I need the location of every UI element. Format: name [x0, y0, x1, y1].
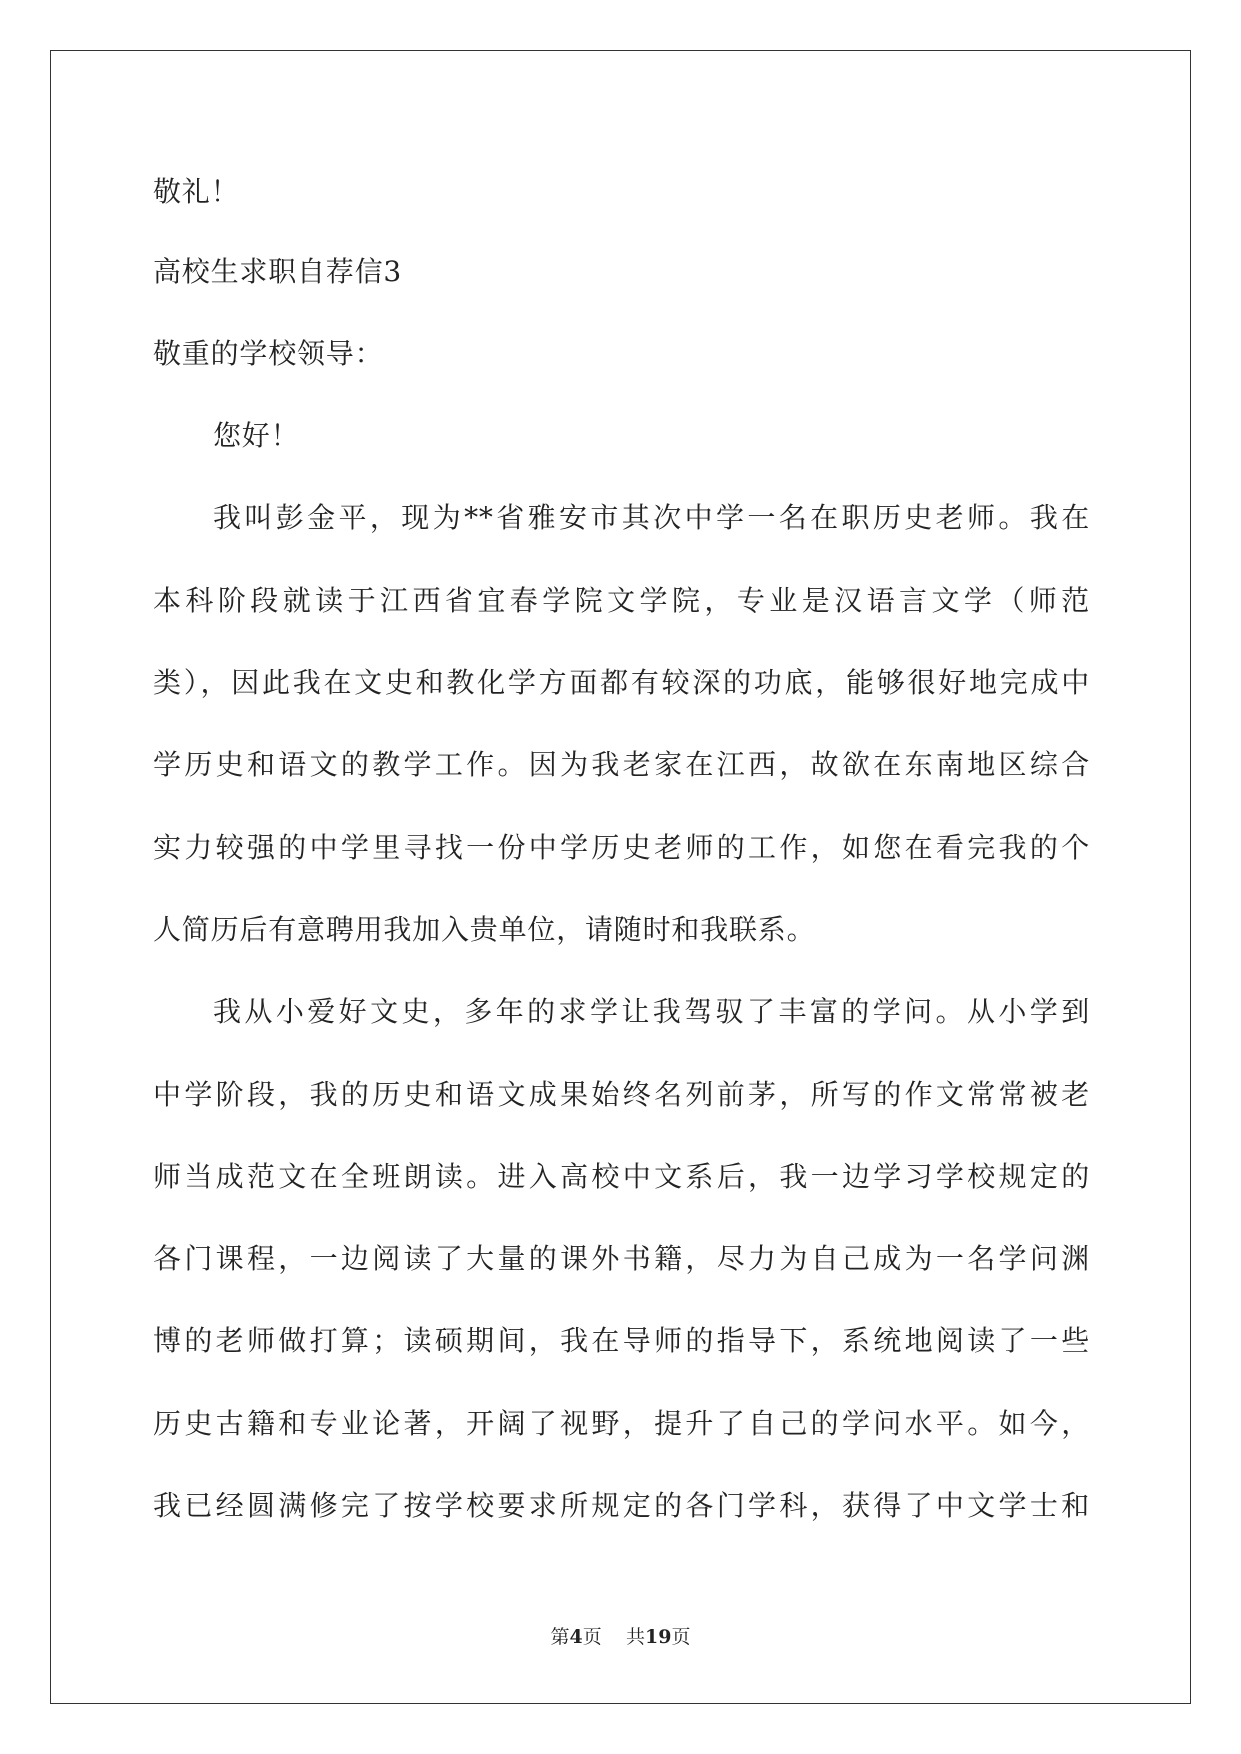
paragraph1-line: 学历史和语文的教学工作。因为我老家在江西，故欲在东南地区综合 — [153, 748, 1090, 781]
page-footer — [0, 1628, 1241, 1647]
salutation: 敬重的学校领导： — [153, 337, 384, 370]
paragraph2-line: 历史古籍和专业论著，开阔了视野，提升了自己的学问水平。如今， — [153, 1407, 1090, 1440]
paragraph1-line: 实力较强的中学里寻找一份中学历史老师的工作，如您在看完我的个 — [153, 831, 1090, 864]
page-border — [50, 50, 1191, 1704]
paragraph1-line: 人简历后有意聘用我加入贵单位，请随时和我联系。 — [153, 913, 816, 946]
total-suffix: 页 — [671, 1626, 691, 1648]
paragraph2-line: 中学阶段，我的历史和语文成果始终名列前茅，所写的作文常常被老 — [153, 1078, 1090, 1111]
letter-title: 高校生求职自荐信3 — [153, 255, 403, 288]
paragraph2-line: 各门课程，一边阅读了大量的课外书籍，尽力为自己成为一名学问渊 — [153, 1242, 1090, 1275]
paragraph2-line: 我已经圆满修完了按学校要求所规定的各门学科，获得了中文学士和 — [153, 1489, 1090, 1522]
paragraph2-line: 我从小爱好文史，多年的求学让我驾驭了丰富的学问。从小学到 — [213, 995, 1090, 1028]
greeting: 您好！ — [213, 419, 300, 452]
total-pages: 19 — [644, 1626, 672, 1648]
page-suffix: 页 — [582, 1626, 602, 1648]
paragraph1-line: 类），因此我在文史和教化学方面都有较深的功底，能够很好地完成中 — [153, 666, 1090, 699]
paragraph1-line: 本科阶段就读于江西省宜春学院文学院，专业是汉语言文学（师范 — [153, 584, 1090, 617]
closing-line: 敬礼！ — [153, 175, 240, 208]
paragraph1-line: 我叫彭金平，现为**省雅安市其次中学一名在职历史老师。我在 — [213, 501, 1090, 534]
paragraph2-line: 师当成范文在全班朗读。进入高校中文系后，我一边学习学校规定的 — [153, 1160, 1090, 1193]
paragraph2-line: 博的老师做打算；读硕期间，我在导师的指导下，系统地阅读了一些 — [153, 1324, 1090, 1357]
total-prefix: 共 — [625, 1626, 645, 1648]
page-number: 4 — [569, 1626, 583, 1648]
page-prefix: 第 — [550, 1626, 570, 1648]
